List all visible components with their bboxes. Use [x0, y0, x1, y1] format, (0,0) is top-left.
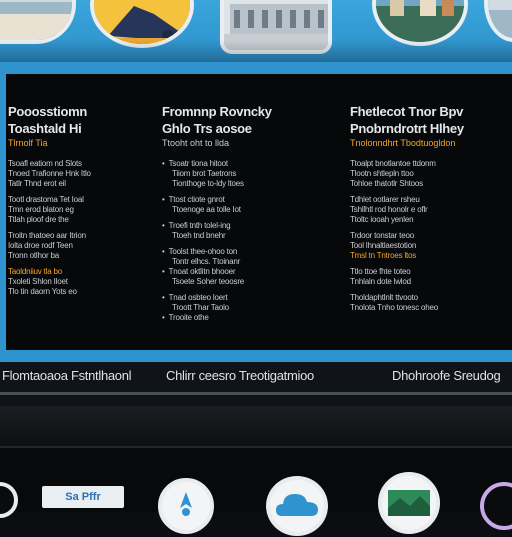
list-item: Ttoeh tnd bnehr [172, 231, 226, 240]
list-item: Troitn thatoeo aar Itrion [8, 231, 86, 240]
info-panel [4, 72, 512, 352]
list-item: Troott Thar Taolo [172, 303, 229, 312]
list-item: Tohloe thatotlr Shtoos [350, 179, 423, 188]
label-chip-icon[interactable] [42, 486, 124, 508]
list-item: Tionthoge to-ldy ltoes [172, 179, 244, 188]
list-item: Tatlr Thnd erot eil [8, 179, 66, 188]
list-item: Tholdaphtlnlt ttvooto [350, 293, 418, 302]
list-item: • Troefi tnth tolel-ing [162, 221, 330, 231]
landscape-app-icon[interactable] [378, 472, 440, 534]
list-item: Ttlah ploof dre the [8, 215, 69, 224]
column-title: Fromnnp Rovncky [162, 104, 272, 119]
list-item: Tsoete Soher teoosre [172, 277, 245, 286]
bottom-banner [0, 362, 512, 406]
column-title: Ghlo Trs aosoe [162, 121, 252, 136]
list-item: Tnolota Tnho tonesc oheo [350, 303, 439, 312]
list-item: Iolta droe rodf Teen [8, 241, 73, 250]
list-item: Tlo tin daorn Yots eo [8, 287, 77, 296]
list-item: Tsoafl eatiom nd Slots [8, 159, 82, 168]
column-title: Fhetlecot Tnor Bpv [350, 104, 464, 119]
column-title: Pnobrndrotrt Hlhey [350, 121, 464, 136]
list-item: Ttoenoge aa tolle Iot [172, 205, 241, 214]
list-item: • Tnoat oktlitn bhooer [162, 267, 330, 277]
list-item: Trdoor tonstar teoo [350, 231, 414, 240]
banner-text-left: Flomtaoaoa Fstntlhaonl [2, 368, 132, 383]
seaside-photo-icon[interactable] [484, 0, 512, 42]
banner-text-right: Dhohroofe Sreudog [392, 368, 501, 383]
compass-app-icon[interactable] [158, 478, 214, 534]
column-title: Pooosstiomn [8, 104, 88, 119]
accent-line: Tmsl tn Tntroes ltos [350, 251, 417, 260]
column-subtitle: Ttooht oht to llda [162, 138, 230, 148]
column-subtitle: Tnolonndhrt Tbodtuogldon [350, 138, 456, 148]
list-item: • Ttost ctiote gnrot [162, 195, 330, 205]
info-column-3 [350, 104, 512, 313]
cloud-app-icon[interactable] [266, 476, 328, 536]
info-column-1 [8, 104, 136, 297]
list-item: Txoleti Shlon Iloet [8, 277, 68, 286]
divider [0, 392, 512, 395]
list-item: Tronn otlhor ba [8, 251, 59, 260]
list-item: Tnoed Trafionne Hnk Itlo [8, 169, 91, 178]
list-item: Tootl drastoma Tet Ioal [8, 195, 84, 204]
list-item: Ttlo ttoe fhte toteo [350, 267, 411, 276]
list-item: Tdhlet ootlarer rsheu [350, 195, 420, 204]
list-item: Tontr elhcs. Ttoinanr [172, 257, 241, 266]
beach-scene-icon[interactable] [0, 0, 76, 44]
column-title: Toashtald Hi [8, 121, 82, 136]
list-item: Tlootn shtlepln ttoo [350, 169, 414, 178]
list-item: Tshllhtl rod honolr e oflr [350, 205, 428, 214]
list-item: Tmn erod blaton eg [8, 205, 74, 214]
list-item: • Tsoatr tiona hitoot [162, 159, 330, 169]
list-item: • Tnad osbteo loert [162, 293, 330, 303]
list-item: Tnhlaln dote lwlod [350, 277, 411, 286]
list-item: Ttoltc iooah yenlen [350, 215, 414, 224]
top-image-strip [0, 0, 512, 62]
info-column-2 [162, 104, 330, 323]
banner-text-middle: Chlirr ceesro Treotigatmioo [166, 368, 314, 383]
list-item: • Trooite othe [162, 313, 330, 323]
accent-line: Taoldniiuv tla bo [8, 267, 62, 276]
list-item: Tiiom brot Taetrons [172, 169, 237, 178]
floor-area [0, 406, 512, 446]
column-subtitle: Tlrnolf Tia [8, 138, 48, 148]
chip-label: Sa Pffr [65, 491, 101, 503]
list-item: Tool lhnaltlaestotion [350, 241, 417, 250]
list-item: • Toolst thee-ohoo ton [162, 247, 330, 257]
list-item: Ttoalpt bnotlantoe ttdonm [350, 159, 436, 168]
